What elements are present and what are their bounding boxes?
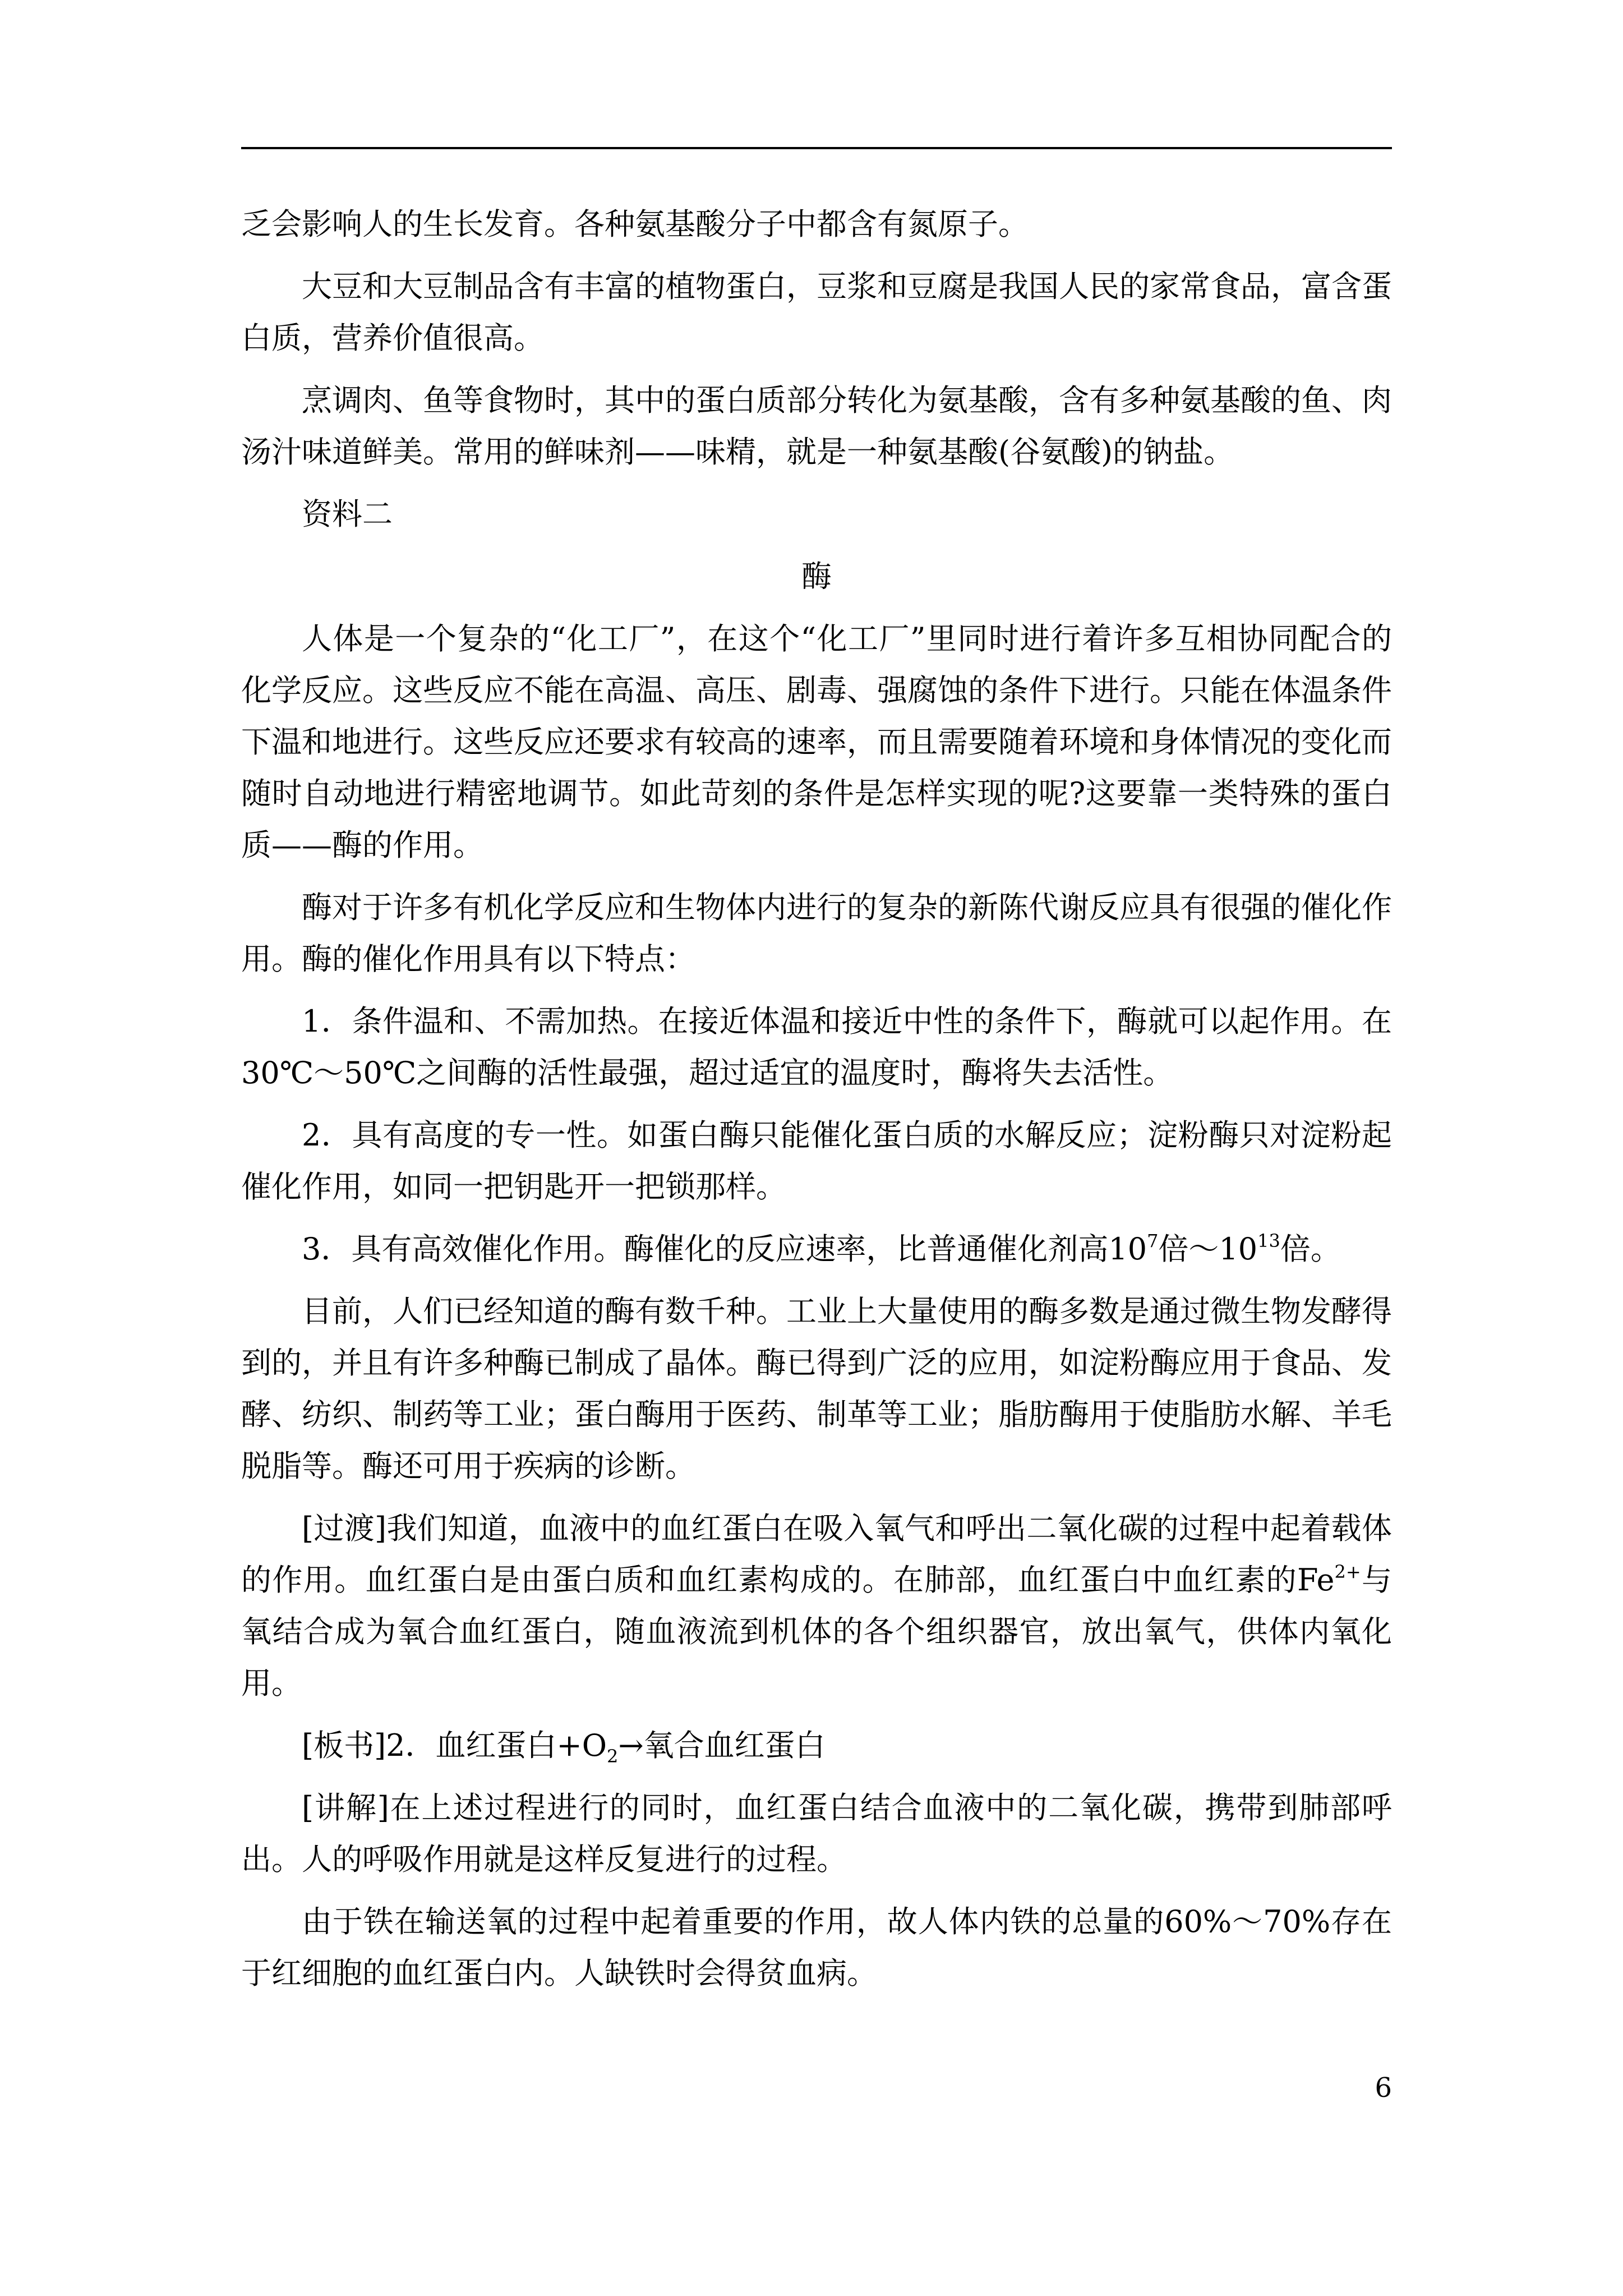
superscript: 13 xyxy=(1257,1230,1280,1251)
text-run: 与氧结合成为氧合血红蛋白，随血液流到机体的各个组织器官，放出氧气，供体内氧化用。 xyxy=(241,1562,1393,1701)
superscript: 2+ xyxy=(1334,1561,1361,1582)
text-run: 倍～10 xyxy=(1158,1231,1258,1267)
body-text xyxy=(241,199,1392,2010)
page-number: 6 xyxy=(1375,2072,1392,2104)
list-item xyxy=(241,1223,1392,1275)
paragraph: 乏会影响人的生长发育。各种氨基酸分子中都含有氮原子。 xyxy=(241,206,1029,242)
text-run: 倍。 xyxy=(1280,1231,1341,1267)
text-run: →氧合血红蛋白 xyxy=(618,1728,826,1763)
paragraph xyxy=(241,1503,1392,1709)
paragraph: 酶对于许多有机化学反应和生物体内进行的复杂的新陈代谢反应具有很强的催化作用。酶的催化作用具有以下特点： xyxy=(241,890,1392,977)
list-item: 2．具有高度的专一性。如蛋白酶只能催化蛋白质的水解反应；淀粉酶只对淀粉起催化作用，如同一把钥匙开一把锁那样。 xyxy=(241,1117,1392,1204)
superscript: 7 xyxy=(1147,1230,1159,1251)
text-run: 3．具有高效催化作用。酶催化的反应速率，比普通催化剂高10 xyxy=(302,1231,1147,1267)
text-run: [过渡]我们知道，血液中的血红蛋白在吸入氧气和呼出二氧化碳的过程中起着载体的作用。血红蛋白是由蛋白质和血红素构成的。在肺部，血红蛋白中血红素的Fe xyxy=(241,1511,1392,1598)
text-run: [板书]2．血红蛋白+O xyxy=(302,1728,607,1763)
paragraph: 烹调肉、鱼等食物时，其中的蛋白质部分转化为氨基酸，含有多种氨基酸的鱼、肉汤汁味道鲜美。常用的鲜味剂——味精，就是一种氨基酸(谷氨酸)的钠盐。 xyxy=(241,383,1392,470)
header-rule xyxy=(241,147,1392,149)
section-label: 资料二 xyxy=(302,496,393,532)
section-title: 酶 xyxy=(801,559,832,594)
subscript: 2 xyxy=(607,1746,619,1767)
paragraph xyxy=(241,1720,1392,1772)
list-item: 1．条件温和、不需加热。在接近体温和接近中性的条件下，酶就可以起作用。在30℃～50℃之间酶的活性最强，超过适宜的温度时，酶将失去活性。 xyxy=(241,1004,1392,1091)
paragraph: [讲解]在上述过程进行的同时，血红蛋白结合血液中的二氧化碳，携带到肺部呼出。人的呼吸作用就是这样反复进行的过程。 xyxy=(241,1790,1392,1877)
paragraph: 大豆和大豆制品含有丰富的植物蛋白，豆浆和豆腐是我国人民的家常食品，富含蛋白质，营养价值很高。 xyxy=(241,269,1392,356)
paragraph: 由于铁在输送氧的过程中起着重要的作用，故人体内铁的总量的60%～70%存在于红细胞的血红蛋白内。人缺铁时会得贫血病。 xyxy=(241,1904,1392,1991)
paragraph: 目前，人们已经知道的酶有数千种。工业上大量使用的酶多数是通过微生物发酵得到的，并且有许多种酶已制成了晶体。酶已得到广泛的应用，如淀粉酶应用于食品、发酵、纺织、制药等工业；蛋白酶用于医药、制革等工业；脂肪酶用于使脂肪水解、羊毛脱脂等。酶还可用于疾病的诊断。 xyxy=(241,1294,1392,1484)
paragraph: 人体是一个复杂的“化工厂”，在这个“化工厂”里同时进行着许多互相协同配合的化学反应。这些反应不能在高温、高压、剧毒、强腐蚀的条件下进行。只能在体温条件下温和地进行。这些反应还要求有较高的速率，而且需要随着环境和身体情况的变化而随时自动地进行精密地调节。如此苛刻的条件是怎样实现的呢?这要靠一类特殊的蛋白质——酶的作用。 xyxy=(241,621,1392,863)
